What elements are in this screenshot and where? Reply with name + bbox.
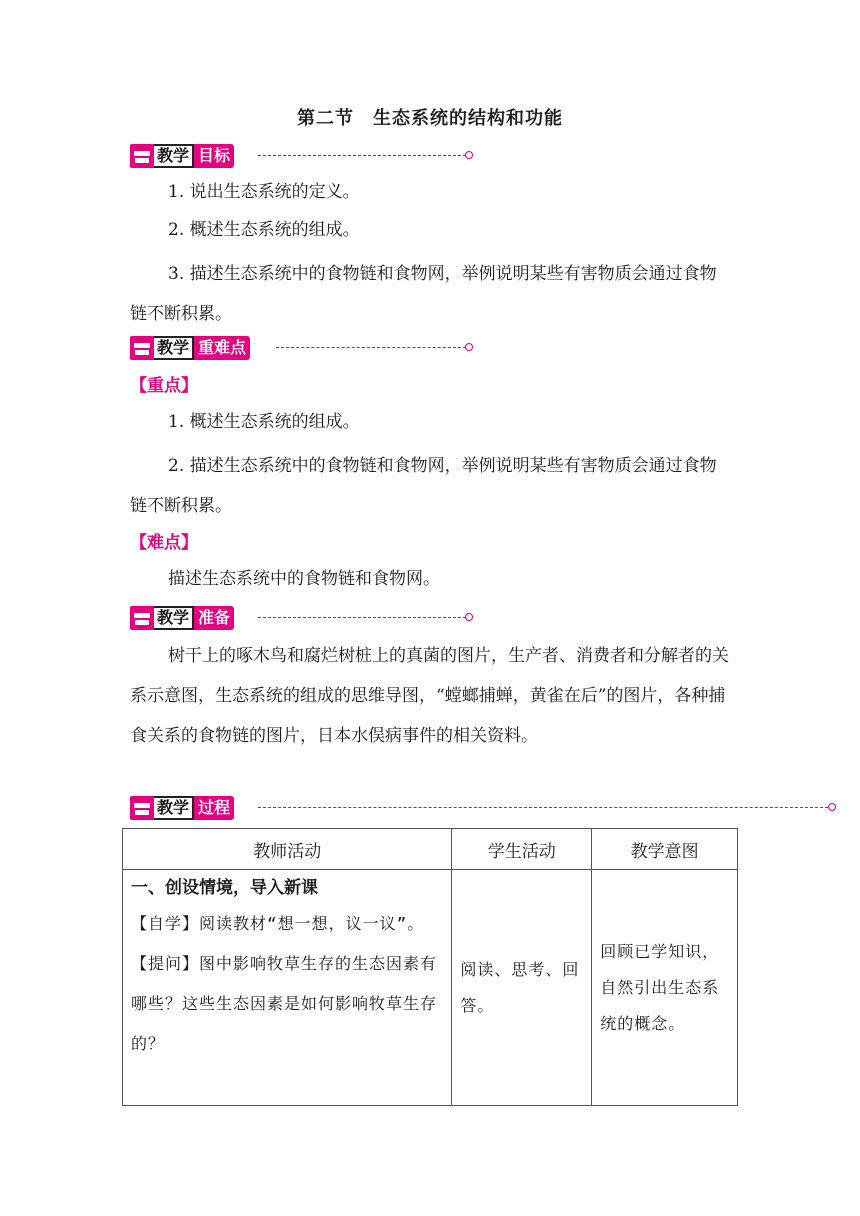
dashed-divider (258, 155, 466, 156)
objective-item: 2. 概述生态系统的组成。 (168, 220, 360, 240)
divider-end-dot (828, 803, 836, 811)
badge-label-black: 教学 (154, 606, 194, 630)
preparation-text: 树干上的啄木鸟和腐烂树桩上的真菌的图片，生产者、消费者和分解者的关系示意图，生态系统的组成的思维导图，“螳螂捕蝉，黄雀在后”的图片，各种捕食关系的食物链的图片，日本水俣病事件的相关资料。 (130, 646, 729, 746)
section-header-process (130, 796, 838, 822)
book-stack-icon (130, 796, 154, 820)
key-item: 2. 描述生态系统中的食物链和食物网，举例说明某些有害物质会通过食物链不断积累。 (130, 456, 717, 516)
objective-item: 1. 说出生态系统的定义。 (168, 182, 360, 202)
section-header-key-points (130, 336, 475, 362)
book-stack-icon (130, 336, 154, 360)
column-header-teacher: 教师活动 (123, 829, 452, 870)
teacher-line: 【提问】图中影响牧草生存的生态因素有哪些？这些生态因素是如何影响牧草生存的？ (131, 954, 438, 1053)
section-badge (130, 336, 250, 360)
dashed-divider (258, 617, 466, 618)
column-header-student: 学生活动 (452, 829, 592, 870)
key-label: 【重点】 (130, 376, 198, 396)
dashed-divider (276, 347, 466, 348)
student-activity-cell: 阅读、思考、回答。 (452, 870, 592, 1106)
page-title: 第二节 生态系统的结构和功能 (297, 108, 563, 129)
teaching-intent-cell: 回顾已学知识，自然引出生态系统的概念。 (592, 870, 738, 1106)
process-table (122, 828, 738, 1106)
badge-label-black: 教学 (154, 336, 194, 360)
section-badge (130, 144, 234, 168)
difficult-label: 【难点】 (130, 533, 198, 553)
section-badge (130, 796, 234, 820)
divider-end-dot (465, 613, 473, 621)
key-item: 1. 概述生态系统的组成。 (168, 412, 360, 432)
step-heading: 一、创设情境，导入新课 (131, 878, 318, 898)
objective-item: 3. 描述生态系统中的食物链和食物网，举例说明某些有害物质会通过食物链不断积累。 (130, 264, 717, 324)
badge-label-pink: 准备 (194, 606, 234, 630)
badge-label-black: 教学 (154, 144, 194, 168)
badge-label-pink: 重难点 (194, 336, 250, 360)
table-row (123, 870, 738, 1106)
book-stack-icon (130, 144, 154, 168)
dashed-divider (258, 807, 828, 808)
badge-label-black: 教学 (154, 796, 194, 820)
section-header-preparation (130, 606, 475, 632)
book-stack-icon (130, 606, 154, 630)
badge-label-pink: 过程 (194, 796, 234, 820)
column-header-intent: 教学意图 (592, 829, 738, 870)
difficult-item: 描述生态系统中的食物链和食物网。 (168, 569, 440, 589)
divider-end-dot (465, 151, 473, 159)
section-header-objectives (130, 144, 475, 170)
divider-end-dot (465, 343, 473, 351)
teacher-activity-cell (123, 870, 452, 1106)
teacher-line: 【自学】阅读教材“想一想，议一议”。 (131, 914, 425, 933)
section-badge (130, 606, 234, 630)
badge-label-pink: 目标 (194, 144, 234, 168)
table-header-row (123, 829, 738, 870)
